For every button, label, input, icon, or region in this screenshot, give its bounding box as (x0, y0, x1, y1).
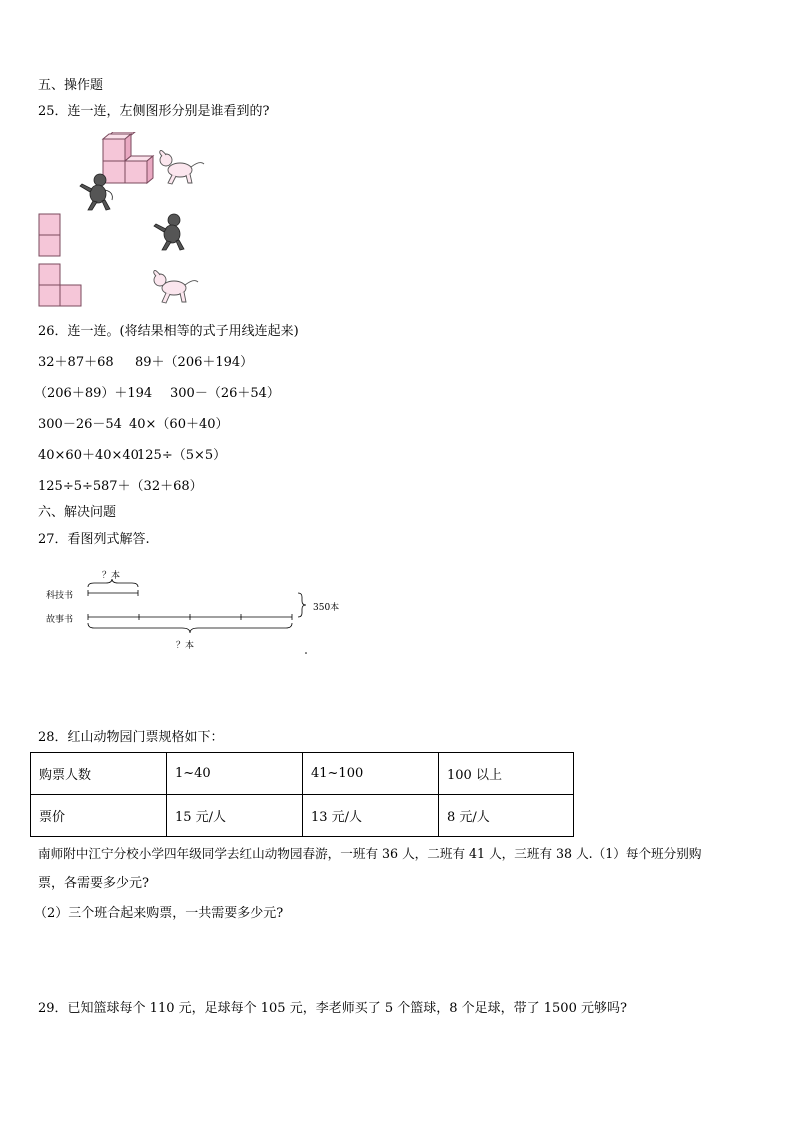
dog-icon (158, 150, 208, 186)
question-28-body-line2: 票，各需要多少元? (38, 876, 149, 891)
table-cell: 票价 (31, 795, 167, 837)
table-cell: 15 元/人 (167, 795, 303, 837)
expr-right-2: 300－（26＋54） (170, 386, 280, 401)
monkey-icon-right (152, 212, 190, 252)
line-segment-diagram (80, 575, 320, 657)
ticket-price-table (30, 752, 574, 837)
expr-right-5: 87＋（32＋68） (101, 479, 203, 494)
section-six-heading: 六、解决问题 (38, 505, 117, 520)
expr-left-5: 125÷5÷5 (38, 479, 102, 494)
expr-left-2: （206＋89）＋194 (34, 386, 153, 401)
table-row (31, 795, 574, 837)
table-row (31, 753, 574, 795)
expr-left-4: 40×60＋40×40 (38, 448, 139, 463)
top-unknown-label: ？本 (102, 571, 121, 581)
view-two-stacked-squares (38, 213, 62, 257)
total-label: 350本 (313, 603, 340, 613)
section-five-heading: 五、操作题 (38, 78, 104, 93)
table-cell: 100 以上 (439, 753, 574, 795)
question-28-body-line3: （2）三个班合起来购票，一共需要多少元? (34, 906, 284, 921)
table-cell: 1~40 (167, 753, 303, 795)
story-book-label: 故事书 (46, 615, 74, 625)
question-28-text: 28．红山动物园门票规格如下： (38, 730, 224, 745)
table-cell: 41~100 (303, 753, 439, 795)
question-25-text: 25．连一连，左侧图形分别是谁看到的? (38, 104, 270, 119)
dog-icon-right (150, 270, 200, 306)
table-cell: 8 元/人 (439, 795, 574, 837)
question-28-body-line1: 南师附中江宁分校小学四年级同学去红山动物园春游，一班有 36 人，二班有 41 人，三班有 38 人.（1）每个班分别购 (38, 846, 702, 861)
expr-left-1: 32＋87＋68 (38, 355, 114, 370)
science-book-label: 科技书 (46, 591, 74, 601)
view-l-shape-squares (38, 263, 83, 307)
expr-right-1: 89＋（206＋194） (135, 355, 254, 370)
question-29-text: 29．已知篮球每个 110 元，足球每个 105 元，李老师买了 5 个篮球，8 个足球，带了 1500 元够吗? (38, 1001, 627, 1016)
question-27-text: 27．看图列式解答. (38, 532, 150, 547)
monkey-icon (78, 172, 116, 212)
expr-right-3: 40×（60＋40） (129, 417, 229, 432)
question-26-text: 26．连一连。(将结果相等的式子用线连起来) (38, 324, 299, 339)
table-cell: 13 元/人 (303, 795, 439, 837)
expr-left-3: 300－26－54 (38, 417, 122, 432)
expr-right-4: 125÷（5×5） (137, 448, 227, 463)
bottom-unknown-label: ？本 (176, 641, 195, 651)
table-cell: 购票人数 (31, 753, 167, 795)
